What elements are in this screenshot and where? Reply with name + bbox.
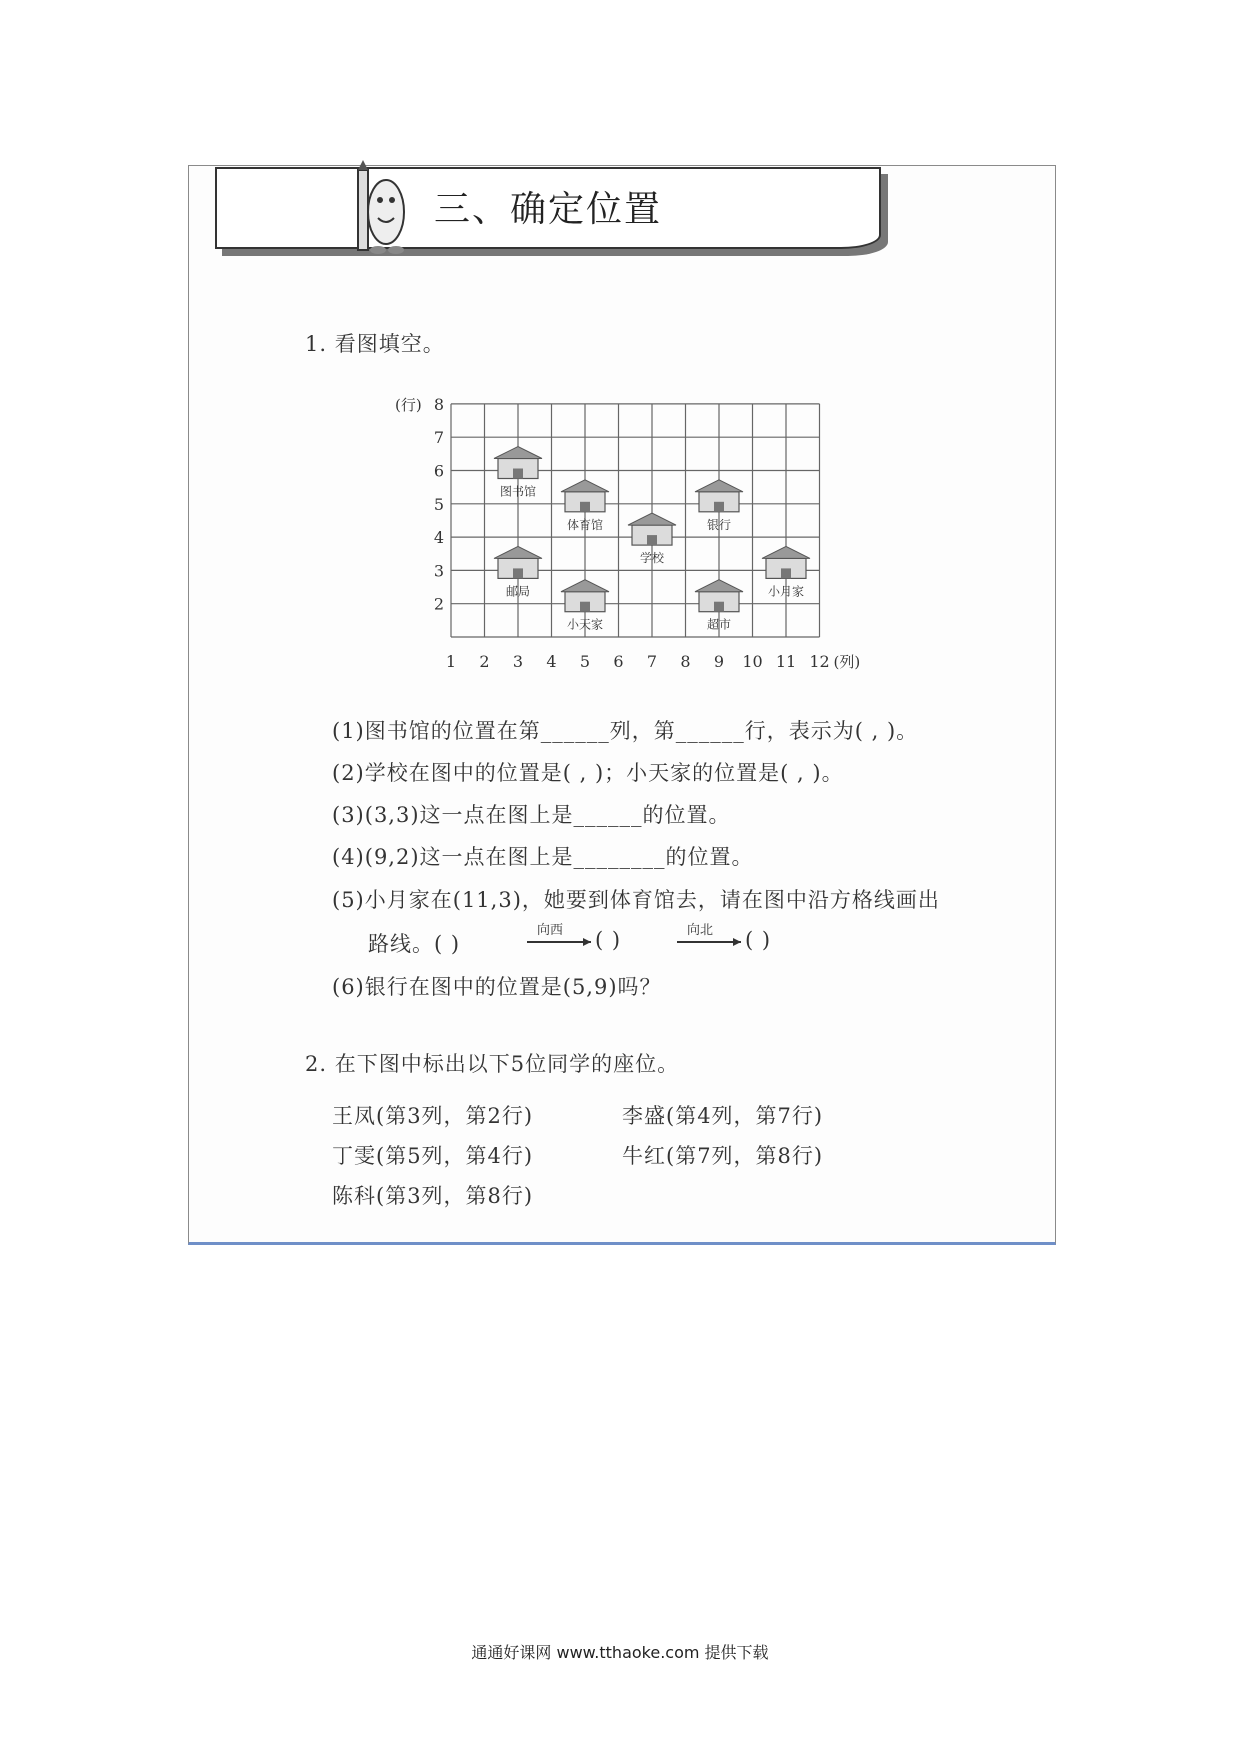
y-tick-label-2: 2 [433,594,444,614]
x-axis-title: (列) [833,653,861,671]
x-tick-label-1: 1 [445,652,457,671]
building-mark-0 [494,447,542,499]
q1-sub-5: (5)小月家在(11,3)，她要到体育馆去，请在图中沿方格线画出 [332,888,940,912]
q1-sub-6: (6)银行在图中的位置是(5,9)吗？ [332,975,662,999]
student-3: 丁雯(第5列，第4行) [332,1144,534,1168]
building-label-2: 学校 [639,551,665,566]
building-mark-5 [561,580,609,632]
building-label-7: 小月家 [767,584,805,599]
pencil-mascot-icon [350,160,410,260]
question-1-heading: 1. 看图填空。 [305,332,445,356]
y-tick-label-8: 8 [433,394,444,414]
position-grid-chart [385,380,861,671]
building-mark-4 [494,546,542,598]
student-2: 李盛(第4列，第7行) [622,1104,824,1128]
building-mark-6 [695,580,743,632]
building-mark-3 [695,480,743,532]
x-tick-label-9: 9 [713,652,725,671]
y-tick-label-6: 6 [433,461,444,481]
page-title: 三、确定位置 [433,189,662,230]
x-tick-label-11: 11 [775,652,797,671]
y-axis-title: (行) [395,395,422,414]
building-mark-2 [628,513,676,565]
building-label-1: 体育馆 [566,517,604,532]
arrow-north-icon [675,922,745,952]
y-tick-label-7: 7 [433,428,444,448]
student-1: 王凤(第3列，第2行) [332,1104,534,1128]
student-5: 陈科(第3列，第8行) [332,1184,534,1208]
building-label-6: 超市 [706,617,732,632]
q1-sub-3: (3)(3,3)这一点在图上是______的位置。 [332,803,731,827]
student-4: 牛红(第7列，第8行) [622,1144,824,1168]
q1-sub-1: (1)图书馆的位置在第______列，第______行，表示为( , )。 [332,719,919,743]
x-tick-label-12: 12 [809,652,830,671]
q1-sub-2: (2)学校在图中的位置是( , )；小天家的位置是( , )。 [332,761,844,785]
x-tick-label-2: 2 [479,652,490,671]
building-label-4: 邮局 [505,584,531,599]
x-tick-label-10: 10 [742,652,763,671]
arrow-west-icon [525,922,595,952]
q1-sub-4: (4)(9,2)这一点在图上是________的位置。 [332,845,754,869]
y-tick-label-5: 5 [433,494,444,514]
x-axis-labels [446,652,860,671]
y-tick-label-3: 3 [433,561,444,581]
y-tick-label-4: 4 [433,528,444,548]
building-mark-7 [762,546,810,598]
q1-sub-5-route-mid: ( ) [595,928,622,952]
x-tick-label-7: 7 [646,652,658,671]
question-2-heading: 2. 在下图中标出以下5位同学的座位。 [305,1052,680,1076]
footer-credit: 通通好课网 www.tthaoke.com 提供下载 [471,1643,769,1662]
building-label-3: 银行 [706,517,732,532]
x-tick-label-3: 3 [512,652,524,671]
x-tick-label-4: 4 [546,652,557,671]
q1-sub-5-route-start: 路线。( ) [368,932,461,956]
q1-sub-5-route-end: ( ) [745,928,772,952]
x-tick-label-5: 5 [579,652,591,671]
x-tick-label-6: 6 [613,652,624,671]
grid-lines [451,404,820,637]
arrow-north-label: 向北 [687,923,714,938]
x-tick-label-8: 8 [680,652,691,671]
worksheet-panel [188,165,1056,1245]
building-mark-1 [561,480,609,532]
title-banner [215,167,881,249]
y-axis-labels [395,395,444,614]
arrow-west-label: 向西 [537,923,564,938]
building-label-5: 小天家 [566,617,604,632]
building-label-0: 图书馆 [499,484,537,499]
